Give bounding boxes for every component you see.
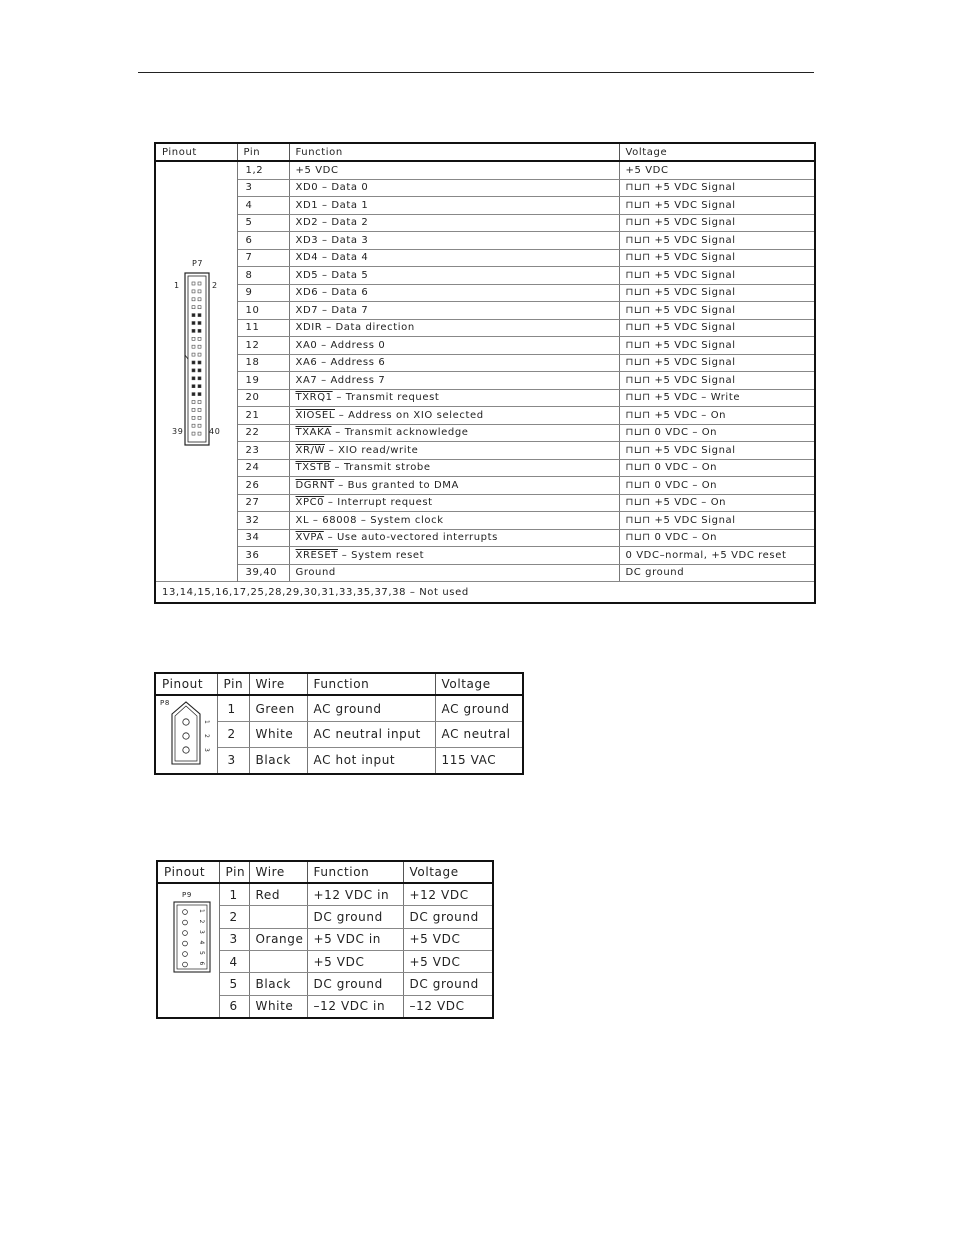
p8-connector-icon — [156, 696, 217, 770]
voltage-cell: ⊓⊔⊓ +5 VDC – Write — [619, 389, 815, 407]
voltage-cell: 115 VAC — [441, 753, 497, 768]
function-cell: AC ground — [307, 695, 435, 722]
pin-number-label: 1 — [203, 720, 210, 725]
header-pin: Pin — [217, 673, 249, 695]
pin-cell: 5 — [219, 973, 249, 995]
pin-number-label: 4 — [198, 940, 205, 945]
active-low-signal-name: TXRQ1 — [295, 392, 333, 404]
header-pinout: Pinout — [155, 673, 217, 695]
function-cell: XDIR – Data direction — [289, 319, 619, 337]
table-row — [155, 319, 815, 337]
wire-cell — [249, 950, 307, 972]
header-function: Function — [307, 673, 435, 695]
function-cell: DC ground — [307, 973, 403, 995]
pin-number-label: 2 — [198, 919, 205, 924]
function-cell: Ground — [289, 564, 619, 582]
function-cell: XD1 – Data 1 — [289, 197, 619, 215]
voltage-cell: ⊓⊔⊓ 0 VDC – On — [619, 459, 815, 477]
function-cell: AC neutral input — [307, 722, 435, 748]
p7-connector-icon — [156, 162, 237, 562]
voltage-cell: ⊓⊔⊓ 0 VDC – On — [619, 529, 815, 547]
pin-cell: 21 — [237, 407, 289, 425]
table-row — [155, 161, 815, 179]
table-row — [155, 354, 815, 372]
table-row — [155, 407, 815, 425]
function-cell: +5 VDC in — [307, 928, 403, 950]
active-low-signal-name: XRESET — [295, 549, 338, 561]
table-row — [155, 337, 815, 355]
pin-cell: 18 — [237, 354, 289, 372]
function-cell: XD3 – Data 3 — [289, 232, 619, 250]
pin-cell: 34 — [237, 529, 289, 547]
table-row — [155, 389, 815, 407]
table-header-row — [155, 143, 815, 161]
pin-cell: 39,40 — [237, 564, 289, 582]
table-row — [155, 494, 815, 512]
pin-number-label: 2 — [212, 281, 218, 290]
function-cell: XRESET – System reset — [289, 547, 619, 565]
voltage-cell: ⊓⊔⊓ +5 VDC Signal — [619, 442, 815, 460]
pin-number-label: 3 — [203, 748, 210, 753]
function-cell: TXAKA – Transmit acknowledge — [289, 424, 619, 442]
table-row — [155, 512, 815, 530]
table-row — [155, 179, 815, 197]
table-row — [155, 372, 815, 390]
table-row — [155, 459, 815, 477]
p9-pinout-table — [156, 860, 494, 1019]
voltage-cell: ⊓⊔⊓ +5 VDC Signal — [619, 319, 815, 337]
pin-cell: 8 — [237, 267, 289, 285]
pin-cell: 5 — [237, 214, 289, 232]
function-cell: XVPA – Use auto-vectored interrupts — [289, 529, 619, 547]
voltage-cell: 0 VDC–normal, +5 VDC reset — [619, 547, 815, 565]
active-low-signal-name: XIOSEL — [295, 409, 336, 421]
voltage-cell: ⊓⊔⊓ +5 VDC Signal — [619, 284, 815, 302]
voltage-cell: AC ground — [435, 695, 523, 722]
pin-number-label: 3 — [198, 930, 205, 935]
header-rule — [138, 72, 814, 73]
table-header-row — [157, 861, 493, 883]
p7-pinout-table — [154, 142, 816, 604]
wire-cell — [249, 906, 307, 928]
table-row — [155, 232, 815, 250]
active-low-signal-name: XPC0 — [295, 497, 325, 509]
voltage-cell: DC ground — [619, 564, 815, 582]
function-cell: TXRQ1 – Transmit request — [289, 389, 619, 407]
pin-cell: 7 — [237, 249, 289, 267]
p8-connector-diagram — [155, 695, 217, 774]
wire-cell: Black — [249, 747, 307, 774]
pin-cell: 26 — [237, 477, 289, 495]
p8-pinout-table — [154, 672, 524, 775]
pin-cell: 12 — [237, 337, 289, 355]
voltage-cell: ⊓⊔⊓ +5 VDC Signal — [619, 214, 815, 232]
header-pin: Pin — [237, 143, 289, 161]
table-row — [155, 529, 815, 547]
pin-cell: 11 — [237, 319, 289, 337]
pin-number-label: 5 — [198, 951, 205, 956]
table-row — [155, 564, 815, 582]
table-header-row — [155, 673, 523, 695]
header-function: Function — [289, 143, 619, 161]
p9-connector-diagram — [157, 883, 219, 1018]
table-row — [155, 249, 815, 267]
function-cell: +5 VDC — [307, 950, 403, 972]
header-pinout: Pinout — [157, 861, 219, 883]
pin-cell: 9 — [237, 284, 289, 302]
table-row — [155, 695, 523, 722]
pin-cell: 2 — [219, 906, 249, 928]
pin-cell: 2 — [217, 722, 249, 748]
voltage-cell: DC ground — [403, 973, 493, 995]
pin-cell: 3 — [237, 179, 289, 197]
connector-label: P7 — [192, 259, 204, 268]
pin-cell: 3 — [217, 747, 249, 774]
function-cell: XD5 – Data 5 — [289, 267, 619, 285]
pin-number-label: 40 — [209, 427, 221, 436]
function-cell: XL – 68008 – System clock — [289, 512, 619, 530]
function-cell: AC hot input — [307, 747, 435, 774]
voltage-cell: +12 VDC — [403, 883, 493, 906]
active-low-signal-name: TXAKA — [295, 427, 332, 439]
header-voltage: Voltage — [403, 861, 493, 883]
table-row — [155, 214, 815, 232]
function-cell: DC ground — [307, 906, 403, 928]
voltage-cell: ⊓⊔⊓ +5 VDC Signal — [619, 249, 815, 267]
pin-cell: 6 — [237, 232, 289, 250]
voltage-cell: ⊓⊔⊓ +5 VDC Signal — [619, 372, 815, 390]
voltage-cell: ⊓⊔⊓ +5 VDC Signal — [619, 512, 815, 530]
wire-cell: White — [249, 995, 307, 1018]
function-cell: XD6 – Data 6 — [289, 284, 619, 302]
voltage-cell: ⊓⊔⊓ +5 VDC – On — [619, 407, 815, 425]
header-pinout: Pinout — [155, 143, 237, 161]
pin-number-label: 1 — [174, 281, 180, 290]
connector-label: P8 — [160, 699, 170, 707]
table-row — [155, 442, 815, 460]
p9-connector-icon — [158, 884, 219, 1014]
table-row — [155, 197, 815, 215]
table-row — [155, 547, 815, 565]
header-voltage: Voltage — [435, 673, 523, 695]
header-wire: Wire — [249, 673, 307, 695]
pin-number-label: 6 — [198, 961, 205, 966]
header-wire: Wire — [249, 861, 307, 883]
wire-cell: Orange — [249, 928, 307, 950]
function-cell: XD7 – Data 7 — [289, 302, 619, 320]
table-row — [155, 267, 815, 285]
function-cell: TXSTB – Transmit strobe — [289, 459, 619, 477]
voltage-cell: +5 VDC — [403, 950, 493, 972]
voltage-cell: ⊓⊔⊓ +5 VDC Signal — [619, 197, 815, 215]
voltage-cell: DC ground — [403, 906, 493, 928]
function-cell: XD0 – Data 0 — [289, 179, 619, 197]
table-row — [155, 284, 815, 302]
header-function: Function — [307, 861, 403, 883]
function-cell: +5 VDC — [289, 161, 619, 179]
pin-cell: 20 — [237, 389, 289, 407]
function-cell: XD2 – Data 2 — [289, 214, 619, 232]
connector-label: P9 — [182, 891, 192, 899]
voltage-cell: –12 VDC — [409, 999, 465, 1014]
pin-cell: 1,2 — [237, 161, 289, 179]
pin-cell: 3 — [219, 928, 249, 950]
wire-cell: White — [249, 722, 307, 748]
voltage-cell: ⊓⊔⊓ 0 VDC – On — [619, 424, 815, 442]
pin-cell: 4 — [219, 950, 249, 972]
pin-cell: 32 — [237, 512, 289, 530]
active-low-signal-name: TXSTB — [295, 462, 331, 474]
pin-cell: 24 — [237, 459, 289, 477]
voltage-cell: +5 VDC — [403, 928, 493, 950]
function-cell: XR/W – XIO read/write — [289, 442, 619, 460]
pin-number-label: 1 — [198, 909, 205, 914]
active-low-signal-name: DGRNT — [295, 479, 335, 491]
pin-cell: 23 — [237, 442, 289, 460]
voltage-cell: ⊓⊔⊓ +5 VDC Signal — [619, 232, 815, 250]
function-cell: +12 VDC in — [307, 883, 403, 906]
voltage-cell: ⊓⊔⊓ +5 VDC Signal — [619, 267, 815, 285]
pin-cell: 19 — [237, 372, 289, 390]
pin-number-label: 39 — [172, 427, 184, 436]
header-pin: Pin — [219, 861, 249, 883]
function-cell: XIOSEL – Address on XIO selected — [289, 407, 619, 425]
pin-cell: 1 — [217, 695, 249, 722]
function-cell: –12 VDC in — [307, 995, 403, 1018]
pin-cell: 1 — [219, 883, 249, 906]
table-row — [155, 477, 815, 495]
wire-cell: Red — [249, 883, 307, 906]
pin-cell: 36 — [237, 547, 289, 565]
function-cell: DGRNT – Bus granted to DMA — [289, 477, 619, 495]
pin-cell: 6 — [219, 995, 249, 1018]
table-row — [157, 883, 493, 906]
wire-cell: Black — [249, 973, 307, 995]
function-cell: XD4 – Data 4 — [289, 249, 619, 267]
not-used-cell: 13,14,15,16,17,25,28,29,30,31,33,35,37,38 – Not used — [155, 582, 619, 604]
voltage-cell: ⊓⊔⊓ +5 VDC Signal — [619, 302, 815, 320]
voltage-cell: AC neutral — [435, 722, 523, 748]
voltage-cell: +5 VDC — [619, 161, 815, 179]
voltage-cell: ⊓⊔⊓ +5 VDC Signal — [619, 337, 815, 355]
pin-cell: 10 — [237, 302, 289, 320]
voltage-cell: ⊓⊔⊓ +5 VDC – On — [619, 494, 815, 512]
function-cell: XA0 – Address 0 — [289, 337, 619, 355]
voltage-cell: ⊓⊔⊓ +5 VDC Signal — [619, 179, 815, 197]
active-low-signal-name: XR/W — [295, 444, 325, 456]
function-cell: XA7 – Address 7 — [289, 372, 619, 390]
function-cell: XA6 – Address 6 — [289, 354, 619, 372]
table-row — [155, 302, 815, 320]
pin-cell: 22 — [237, 424, 289, 442]
p7-connector-diagram — [155, 161, 237, 582]
pin-cell: 4 — [237, 197, 289, 215]
table-row — [155, 424, 815, 442]
pin-cell: 27 — [237, 494, 289, 512]
function-cell: XPC0 – Interrupt request — [289, 494, 619, 512]
voltage-cell: ⊓⊔⊓ 0 VDC – On — [619, 477, 815, 495]
wire-cell: Green — [249, 695, 307, 722]
pin-number-label: 2 — [203, 734, 210, 739]
table-row-not-used — [155, 582, 815, 604]
header-voltage: Voltage — [619, 143, 815, 161]
voltage-cell: ⊓⊔⊓ +5 VDC Signal — [619, 354, 815, 372]
active-low-signal-name: XVPA — [295, 532, 324, 544]
